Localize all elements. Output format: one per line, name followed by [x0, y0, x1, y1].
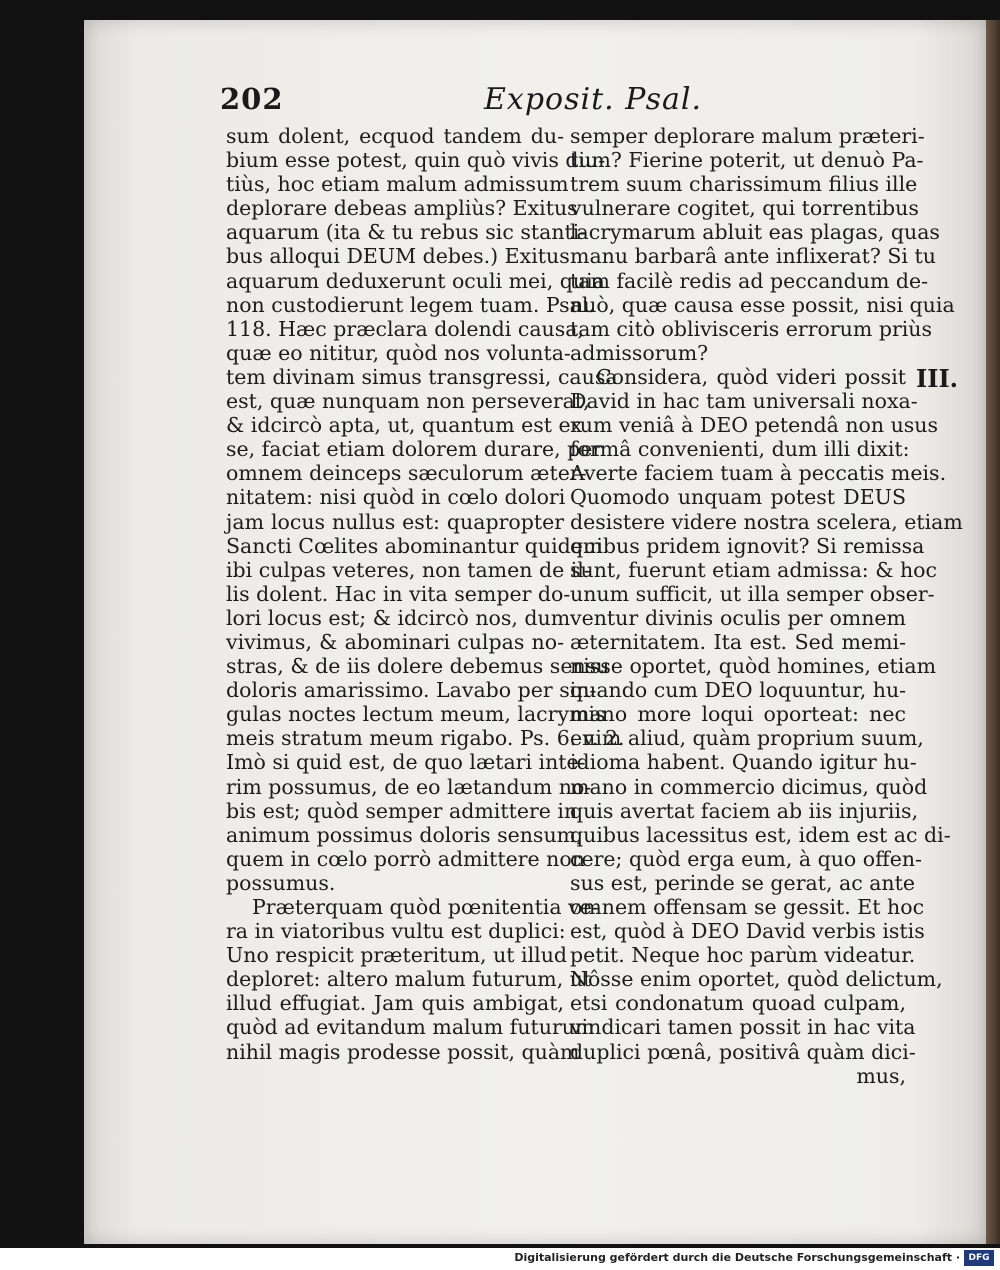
text-line: unum sufficit, ut illa semper obser-: [570, 581, 935, 606]
text-line: desistere videre nostra scelera, etiam: [570, 509, 963, 534]
text-line: nisse oportet, quòd homines, etiam: [570, 654, 937, 679]
text-line: Quomodo unquam potest DEUS: [570, 485, 906, 510]
text-line: lori locus est; & idcircò nos, dum: [226, 605, 571, 630]
text-line: Averte faciem tuam à peccatis meis.: [570, 461, 947, 486]
text-line: nitatem: nisi quòd in cœlo dolori: [226, 485, 566, 510]
text-line: tum? Fierine poterit, ut denuò Pa-: [570, 148, 924, 173]
text-line: bium esse potest, quin quò vivis diu-: [226, 148, 606, 173]
text-line: omnem offensam se gessit. Et hoc: [570, 895, 925, 919]
text-line: omnem deinceps sæculorum æter-: [226, 461, 587, 486]
running-head: Exposit. Psal.: [484, 82, 702, 117]
text-line: ra in viatoribus vultu est duplici:: [226, 919, 566, 944]
text-line: Nôsse enim oportet, quòd delictum,: [570, 967, 943, 992]
margin-section-number: III.: [916, 364, 959, 393]
text-line: lis dolent. Hac in vita semper do-: [226, 581, 571, 606]
text-line: deplorare debeas ampliùs? Exitus: [226, 196, 578, 221]
text-line: est, quòd à DEO David verbis istis: [570, 919, 925, 944]
text-line: sunt, fuerunt etiam admissa: & hoc: [570, 557, 937, 582]
text-line: quibus pridem ignovit? Si remissa: [570, 533, 925, 558]
text-line: vindicari tamen possit in hac vita: [570, 1015, 916, 1040]
text-line: formâ convenienti, dum illi dixit:: [570, 437, 910, 462]
left-text-column: [226, 124, 625, 1064]
text-line: doloris amarissimo. Lavabo per sin-: [226, 678, 597, 703]
text-line: rum veniâ à DEO petendâ non usus: [570, 413, 939, 438]
text-line: bis est; quòd semper admittere in: [226, 798, 578, 823]
text-line: bus alloqui DEUM debes.) Exitus: [226, 244, 570, 269]
text-line: vulnerare cogitet, qui torrentibus: [570, 196, 919, 221]
text-line: gulas noctes lectum meum, lacrymis: [226, 702, 606, 727]
text-line: aquarum (ita & tu rebus sic stanti-: [226, 220, 587, 245]
text-line: tem divinam simus transgressi, causa: [226, 364, 618, 389]
book-edge: [986, 20, 1000, 1244]
text-line: semper deplorare malum præteri-: [570, 124, 925, 148]
text-line: vivimus, & abominari culpas no-: [226, 629, 564, 654]
text-line: & idcircò apta, ut, quantum est ex: [226, 413, 583, 438]
text-line: idioma habent. Quando igitur hu-: [570, 750, 917, 775]
text-line: se, faciat etiam dolorem durare, per: [226, 437, 603, 462]
footer-bar: [0, 1248, 1000, 1270]
text-line: quis avertat faciem ab iis injuriis,: [570, 798, 919, 823]
text-line: deploret: altero malum futurum, ut: [226, 967, 592, 992]
text-line: rim possumus, de eo lætandum no-: [226, 774, 592, 799]
text-line: quòd ad evitandum malum futurum: [226, 1015, 595, 1040]
text-line: Uno respicit præteritum, ut illud: [226, 943, 568, 968]
text-line: cere; quòd erga eum, à quo offen-: [570, 846, 922, 871]
text-line: sus est, perinde se gerat, ac ante: [570, 870, 915, 895]
text-line: aquarum deduxerunt oculi mei, quia: [226, 268, 605, 293]
funding-credit: Digitalisierung gefördert durch die Deutsche Forschungsgemeinschaft ·: [514, 1251, 960, 1264]
text-line: quibus lacessitus est, idem est ac di-: [570, 822, 951, 847]
text-line: mano more loqui oporteat: nec: [570, 702, 906, 727]
text-line: Præterquam quòd pœnitentia ve-: [252, 895, 599, 919]
text-line: ibi culpas veteres, non tamen de il-: [226, 557, 591, 582]
text-line: nuò, quæ causa esse possit, nisi quia: [570, 292, 955, 317]
text-line: Sancti Cœlites abominantur quidem: [226, 533, 603, 558]
text-line: mano in commercio dicimus, quòd: [570, 774, 928, 799]
text-line: illud effugiat. Jam quis ambigat,: [226, 991, 564, 1016]
text-line: ventur divinis oculis per omnem: [570, 605, 906, 630]
text-line: David in hac tam universali noxa-: [570, 389, 918, 414]
text-line: jam locus nullus est: quapropter: [226, 509, 564, 534]
text-line: tiùs, hoc etiam malum admissum: [226, 172, 569, 197]
text-line: nihil magis prodesse possit, quàm: [226, 1039, 580, 1064]
text-line: petit. Neque hoc parùm videatur.: [570, 943, 916, 968]
text-line: est, quæ nunquam non perseverat,: [226, 389, 590, 414]
text-line: Imò si quid est, de quo lætari inte-: [226, 750, 586, 775]
text-line: admissorum?: [570, 340, 709, 365]
text-line: mus,: [856, 1063, 906, 1088]
text-line: possumus.: [226, 870, 336, 895]
text-line: etsi condonatum quoad culpam,: [570, 991, 906, 1016]
text-line: lacrymarum abluit eas plagas, quas: [570, 220, 940, 245]
text-line: manu barbarâ ante inflixerat? Si tu: [570, 244, 936, 269]
text-line: animum possimus doloris sensum,: [226, 822, 583, 847]
text-line: meis stratum meum rigabo. Ps. 6. v. 2.: [226, 726, 625, 751]
text-line: enim aliud, quàm proprium suum,: [570, 726, 924, 751]
text-line: quem in cœlo porrò admittere non: [226, 846, 585, 871]
text-line: sum dolent, ecquod tandem du-: [226, 124, 564, 148]
text-line: trem suum charissimum filius ille: [570, 172, 918, 197]
text-line: non custodierunt legem tuam. Psal.: [226, 292, 595, 317]
text-line: 118. Hæc præclara dolendi causa,: [226, 316, 585, 341]
dfg-logo-icon: DFG: [964, 1250, 994, 1266]
page-number: 202: [220, 82, 284, 116]
text-line: quando cum DEO loquuntur, hu-: [570, 678, 907, 703]
text-line: stras, & de iis dolere debemus sensu: [226, 654, 610, 679]
text-line: Considera, quòd videri possit: [596, 364, 906, 389]
text-line: tam facilè redis ad peccandum de-: [570, 268, 929, 293]
text-line: tam citò oblivisceris errorum priùs: [570, 316, 933, 341]
text-line: quæ eo nititur, quòd nos volunta-: [226, 340, 571, 365]
text-line: duplici pœnâ, positivâ quàm dici-: [570, 1039, 916, 1064]
text-line: æternitatem. Ita est. Sed memi-: [570, 629, 906, 654]
